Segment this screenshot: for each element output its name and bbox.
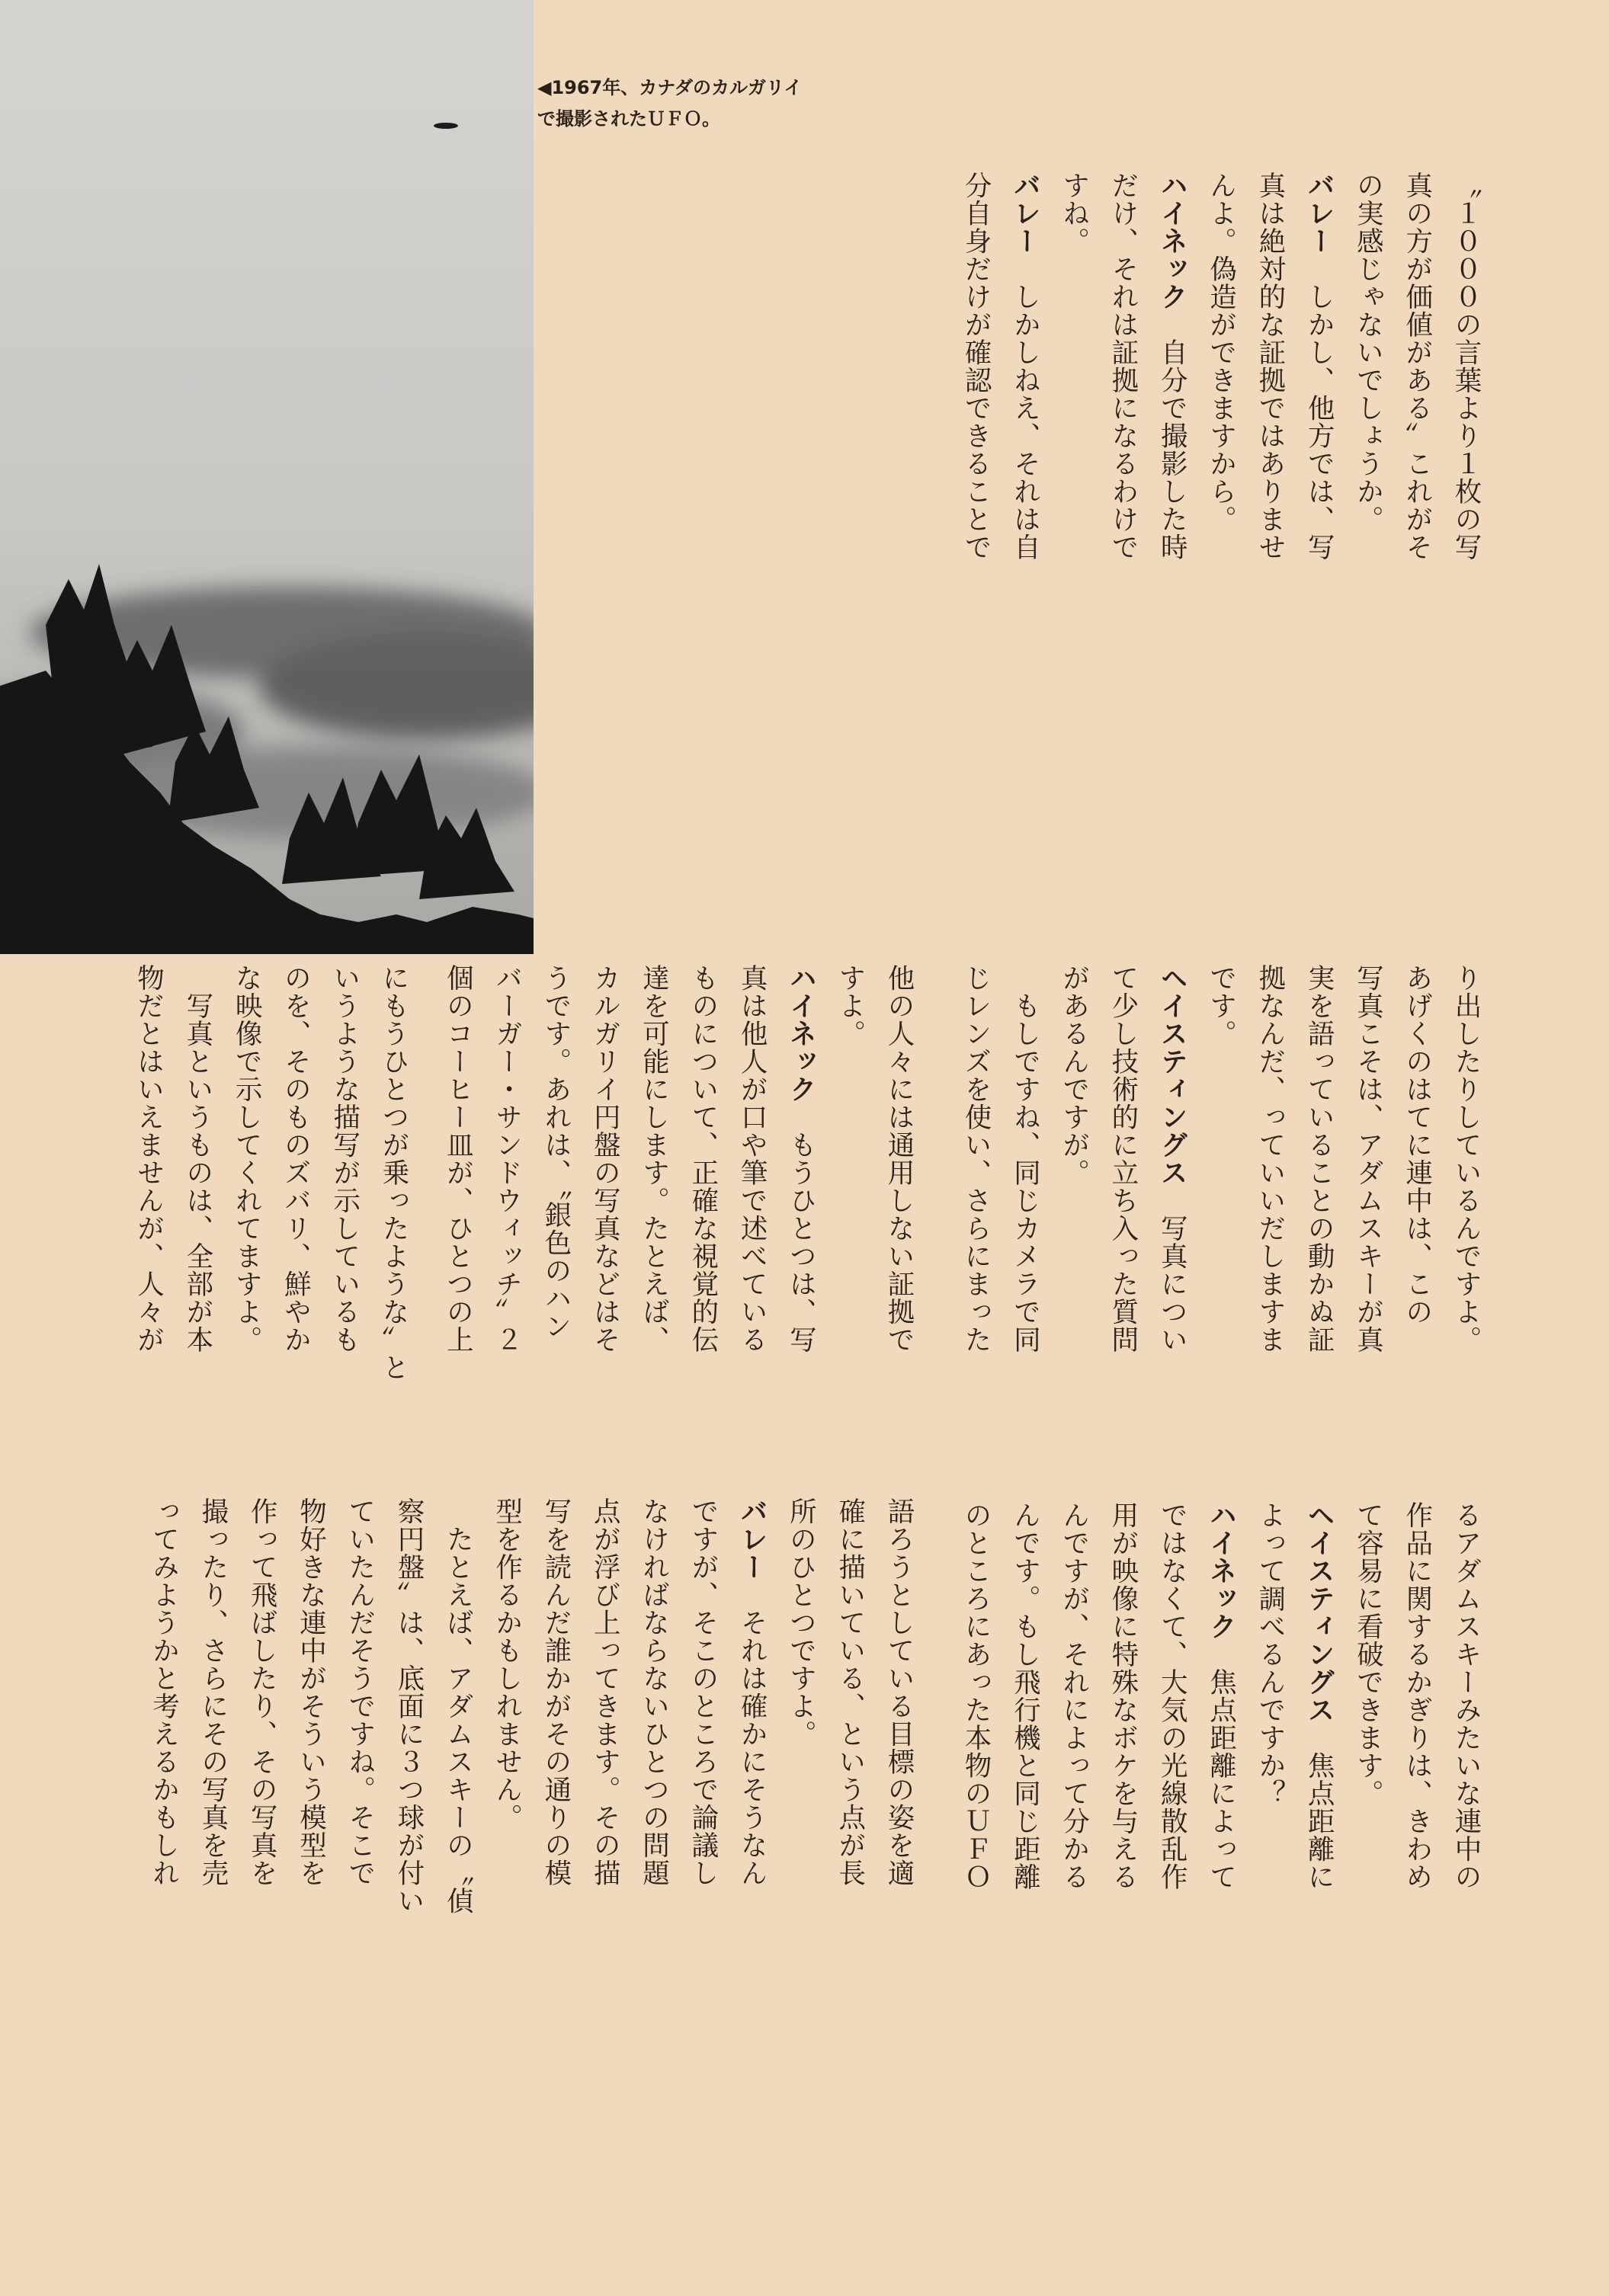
column-text: 拠なんだ、っていいだしますま — [1254, 964, 1286, 1353]
column-text: 焦点距離に — [1303, 1724, 1335, 1891]
column-text: たとえば、アダムスキーの〝偵 — [442, 1497, 474, 1915]
column-text: んよ。偽造ができますから。 — [1205, 171, 1237, 533]
text-column — [951, 171, 1000, 964]
column-text: のを、そのものズバリ、鮮やか — [280, 964, 312, 1353]
column-text: んです。もし飛行機と同じ距離 — [1009, 1501, 1041, 1891]
text-column — [776, 1497, 825, 2290]
column-text: のところにあった本物のＵＦＯ — [960, 1501, 992, 1891]
column-text: 撮ったり、さらにその写真を売 — [197, 1497, 229, 1887]
text-block-lower-right — [941, 1501, 1490, 2294]
column-text: 点が浮び上ってきます。その描 — [589, 1497, 621, 1887]
speaker-name: バレー — [1303, 171, 1335, 255]
text-column — [629, 1497, 678, 2290]
column-text: バーガー・サンドウィッチ〟２ — [491, 964, 523, 1353]
text-column — [482, 1497, 530, 2290]
ufo-photo-image — [0, 0, 534, 954]
text-column — [727, 1497, 776, 2290]
column-text: な映像で示してくれてますよ。 — [231, 964, 263, 1353]
speaker-name: バレー — [1009, 171, 1041, 255]
column-text: るアダムスキーみたいな連中の — [1450, 1501, 1482, 1891]
text-column — [1000, 1501, 1049, 2294]
text-column — [825, 1497, 873, 2290]
column-text: 語ろうとしている目標の姿を適 — [883, 1497, 915, 1887]
text-column — [1245, 171, 1294, 964]
ufo-photo — [0, 0, 534, 954]
text-column — [335, 1497, 383, 2290]
column-text: だけ、それは証拠になるわけで — [1107, 171, 1139, 561]
text-column — [1098, 1501, 1147, 2294]
column-text: て少し技術的に立ち入った質問 — [1107, 964, 1139, 1353]
column-text: すよ。 — [834, 964, 866, 1048]
text-column — [678, 1497, 727, 2290]
column-text: 写真こそは、アダムスキーが真 — [1352, 964, 1384, 1353]
column-text: り出したりしているんですよ。 — [1450, 964, 1482, 1353]
text-column — [1147, 171, 1196, 964]
text-column — [1294, 1501, 1343, 2294]
photo-caption — [537, 72, 888, 135]
column-text: よって調べるんですか？ — [1254, 1501, 1286, 1808]
column-text: もうひとつは、写 — [785, 1103, 817, 1353]
text-column — [580, 1497, 629, 2290]
column-text: にもうひとつが乗ったような〟と — [378, 964, 409, 1382]
text-column — [1147, 1501, 1196, 2294]
text-column — [1392, 171, 1441, 964]
text-column — [384, 1497, 433, 2290]
column-text: 型を作るかもしれません。 — [491, 1497, 523, 1831]
column-text: それは確かにそうなん — [736, 1580, 768, 1887]
speaker-name: ハイネック — [785, 964, 817, 1103]
text-column — [237, 1497, 286, 2290]
text-column — [188, 1497, 237, 2290]
text-column — [1294, 171, 1343, 964]
column-text: 他の人々には通用しない証拠で — [883, 964, 915, 1353]
column-text: 作って飛ばしたり、その写真を — [246, 1497, 278, 1887]
column-text: 〝１０００の言葉より１枚の写 — [1450, 171, 1482, 561]
column-text: ていたんだそうですね。そこで — [344, 1497, 376, 1887]
text-column — [1343, 171, 1392, 964]
caption-line: で撮影されたＵＦＯ。 — [537, 108, 720, 130]
column-text: 察円盤〟は、底面に３つ球が付い — [393, 1497, 425, 1915]
column-text: 真は他人が口や筆で述べている — [736, 964, 768, 1353]
column-text: 焦点距離によって — [1205, 1640, 1237, 1891]
column-text: 作品に関するかぎりは、きわめ — [1401, 1501, 1433, 1891]
text-column — [1245, 1501, 1294, 2294]
column-text: ってみようかと考えるかもしれ — [148, 1497, 180, 1887]
text-column — [1196, 1501, 1245, 2294]
column-text: 自分で撮影した時 — [1156, 310, 1188, 561]
column-text: 物好きな連中がそういう模型を — [295, 1497, 327, 1887]
column-text: 真の方が価値がある〟これがそ — [1401, 171, 1433, 561]
column-text: しかしねえ、それは自 — [1009, 255, 1041, 561]
column-text: 真は絶対的な証拠ではありませ — [1254, 171, 1286, 561]
speaker-name: ヘイスティングス — [1303, 1501, 1335, 1724]
text-block-lower-left — [120, 1497, 923, 2290]
column-text: カルガリイ円盤の写真などはそ — [589, 964, 621, 1353]
text-block-upper-right — [941, 171, 1490, 964]
text-column — [1098, 171, 1147, 964]
column-text: 用が映像に特殊なボケを与える — [1107, 1501, 1139, 1891]
column-text: 物だとはいえませんが、人々が — [133, 964, 165, 1353]
text-column — [1049, 171, 1098, 964]
text-column — [1000, 171, 1049, 964]
text-column — [139, 1497, 188, 2290]
speaker-name: ハイネック — [1205, 1501, 1237, 1641]
column-text: なければならないひとつの問題 — [638, 1497, 670, 1887]
column-text: の実感じゃないでしょうか。 — [1352, 171, 1384, 533]
ufo-object — [434, 123, 458, 129]
column-text: 分自身だけが確認できることで — [960, 171, 992, 561]
column-text: て容易に看破できます。 — [1352, 1501, 1384, 1808]
text-column — [1196, 171, 1245, 964]
text-column — [531, 1497, 580, 2290]
column-text: 写真につい — [1156, 1186, 1188, 1353]
column-text: いうような描写が示しているも — [329, 964, 361, 1353]
text-column — [1441, 171, 1490, 964]
column-text: 写真というものは、全部が本 — [181, 964, 213, 1353]
column-text: あげくのはてに連中は、この — [1401, 964, 1433, 1326]
text-column — [874, 1497, 923, 2290]
column-text: です。 — [1205, 964, 1237, 1048]
column-text: すね。 — [1058, 171, 1090, 255]
column-text: うです。あれは、〝銀色のハン — [540, 964, 572, 1340]
speaker-name: ハイネック — [1156, 171, 1188, 311]
column-text: もしですね、同じカメラで同 — [1009, 964, 1041, 1353]
column-text: 実を語っていることの動かぬ証 — [1303, 964, 1335, 1353]
column-text: 所のひとつですよ。 — [785, 1497, 817, 1748]
column-text: 個のコーヒー皿が、ひとつの上 — [442, 964, 474, 1353]
caption-line: ◀1967年、カナダのカルガリイ — [537, 77, 803, 98]
speaker-name: ヘイスティングス — [1156, 964, 1188, 1186]
text-column — [433, 1497, 482, 2290]
column-text: ものについて、正確な視覚的伝 — [687, 964, 719, 1353]
text-column — [1441, 1501, 1490, 2294]
column-text: じレンズを使い、さらにまった — [960, 964, 992, 1353]
column-text: ですが、そこのところで論議し — [687, 1497, 719, 1887]
speaker-name: バレー — [736, 1497, 768, 1581]
column-text: 確に描いている、という点が長 — [834, 1497, 866, 1887]
text-column — [1343, 1501, 1392, 2294]
column-text: しかし、他方では、写 — [1303, 255, 1335, 561]
column-text: 達を可能にします。たとえば、 — [638, 964, 670, 1353]
text-column — [286, 1497, 335, 2290]
column-text: ではなくて、大気の光線散乱作 — [1156, 1501, 1188, 1891]
text-column — [1049, 1501, 1098, 2294]
column-text: 写を読んだ誰かがその通りの模 — [540, 1497, 572, 1887]
text-column — [1392, 1501, 1441, 2294]
text-column — [951, 1501, 1000, 2294]
column-text: があるんですが。 — [1058, 964, 1090, 1186]
column-text: んですが、それによって分かる — [1058, 1501, 1090, 1891]
